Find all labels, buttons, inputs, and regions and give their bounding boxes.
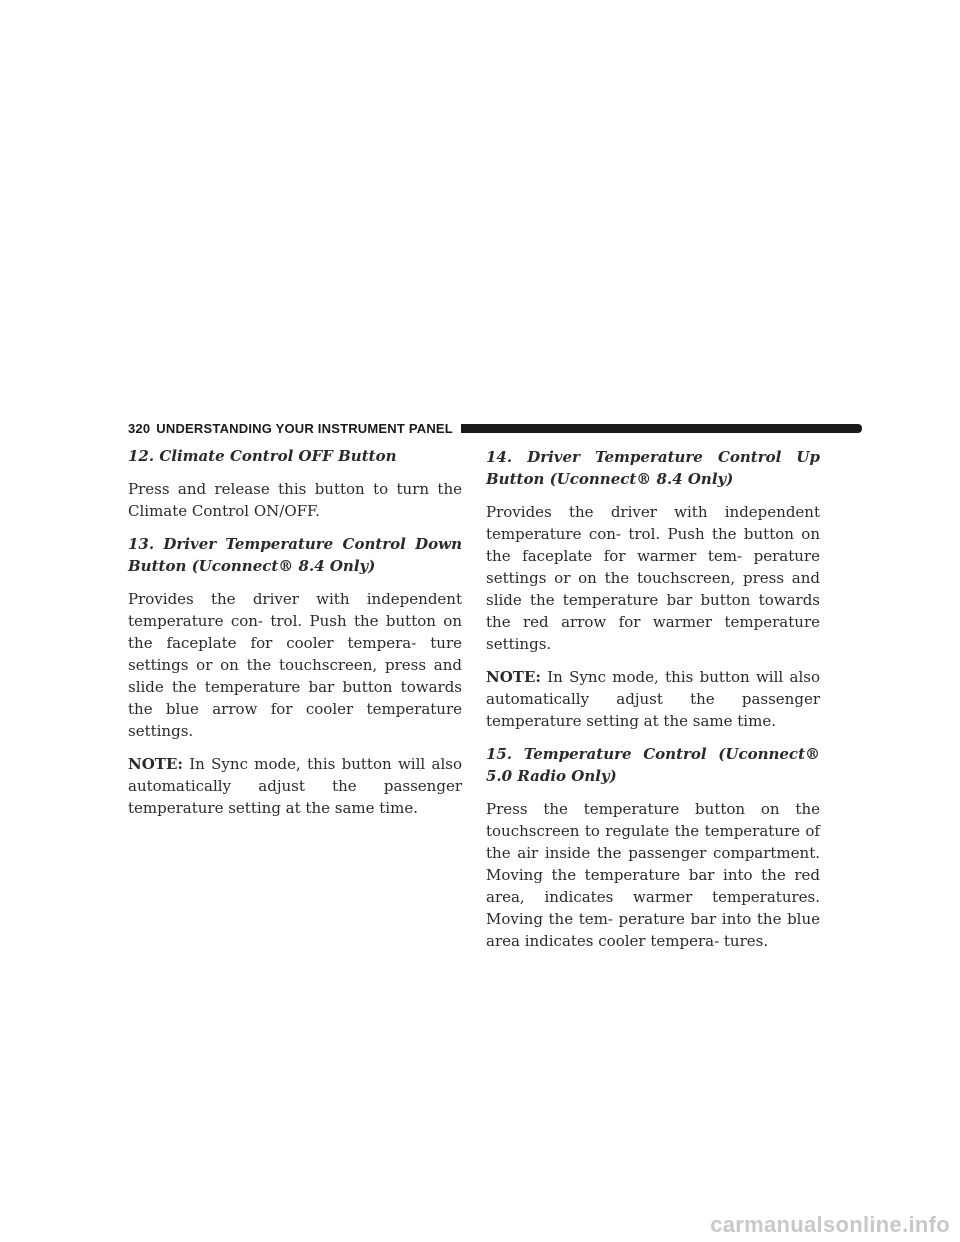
watermark: carmanualsonline.info bbox=[710, 1212, 950, 1237]
item-13-heading: 13. Driver Temperature Control Down Button (Uconnect® 8.4 Only) bbox=[128, 535, 462, 575]
note-text: In Sync mode, this button will also automatically adjust the passenger temperature setting at the same time. bbox=[128, 755, 462, 817]
note-text: In Sync mode, this button will also automatically adjust the passenger temperature setting at the same time. bbox=[486, 668, 820, 730]
right-column bbox=[486, 446, 820, 963]
item-15-body: Press the temperature button on the touchscreen to regulate the temperature of the air inside the passenger compartment. Moving the temperature bar into the red area, indicates warmer temperatures. Moving the tem- perature bar into the blue area indicates cooler tempera- tures. bbox=[486, 800, 820, 950]
item-13-note bbox=[128, 753, 462, 819]
note-label: NOTE: bbox=[128, 755, 183, 773]
item-12-heading: 12. Climate Control OFF Button bbox=[128, 447, 397, 465]
item-15-heading: 15. Temperature Control (Uconnect® 5.0 Radio Only) bbox=[486, 745, 820, 785]
left-column bbox=[128, 445, 462, 830]
note-label: NOTE: bbox=[486, 668, 541, 686]
item-14-note bbox=[486, 666, 820, 732]
header-rule bbox=[461, 424, 862, 433]
item-13-body: Provides the driver with independent temperature con- trol. Push the button on the faceplate for cooler tempera- ture settings or on the touchscreen, press and slide the temperature bar button towards the blue arrow for cooler temperature settings. bbox=[128, 590, 462, 740]
page-number: 320 bbox=[128, 420, 151, 436]
section-title: UNDERSTANDING YOUR INSTRUMENT PANEL bbox=[156, 420, 453, 436]
item-12-body: Press and release this button to turn the Climate Control ON/OFF. bbox=[128, 480, 462, 520]
page-header bbox=[128, 418, 862, 438]
item-14-body: Provides the driver with independent temperature con- trol. Push the button on the faceplate for warmer tem- perature settings or on the touchscreen, press and slide the temperature bar button towards the red arrow for warmer temperature settings. bbox=[486, 503, 820, 653]
item-14-heading: 14. Driver Temperature Control Up Button (Uconnect® 8.4 Only) bbox=[486, 448, 820, 488]
